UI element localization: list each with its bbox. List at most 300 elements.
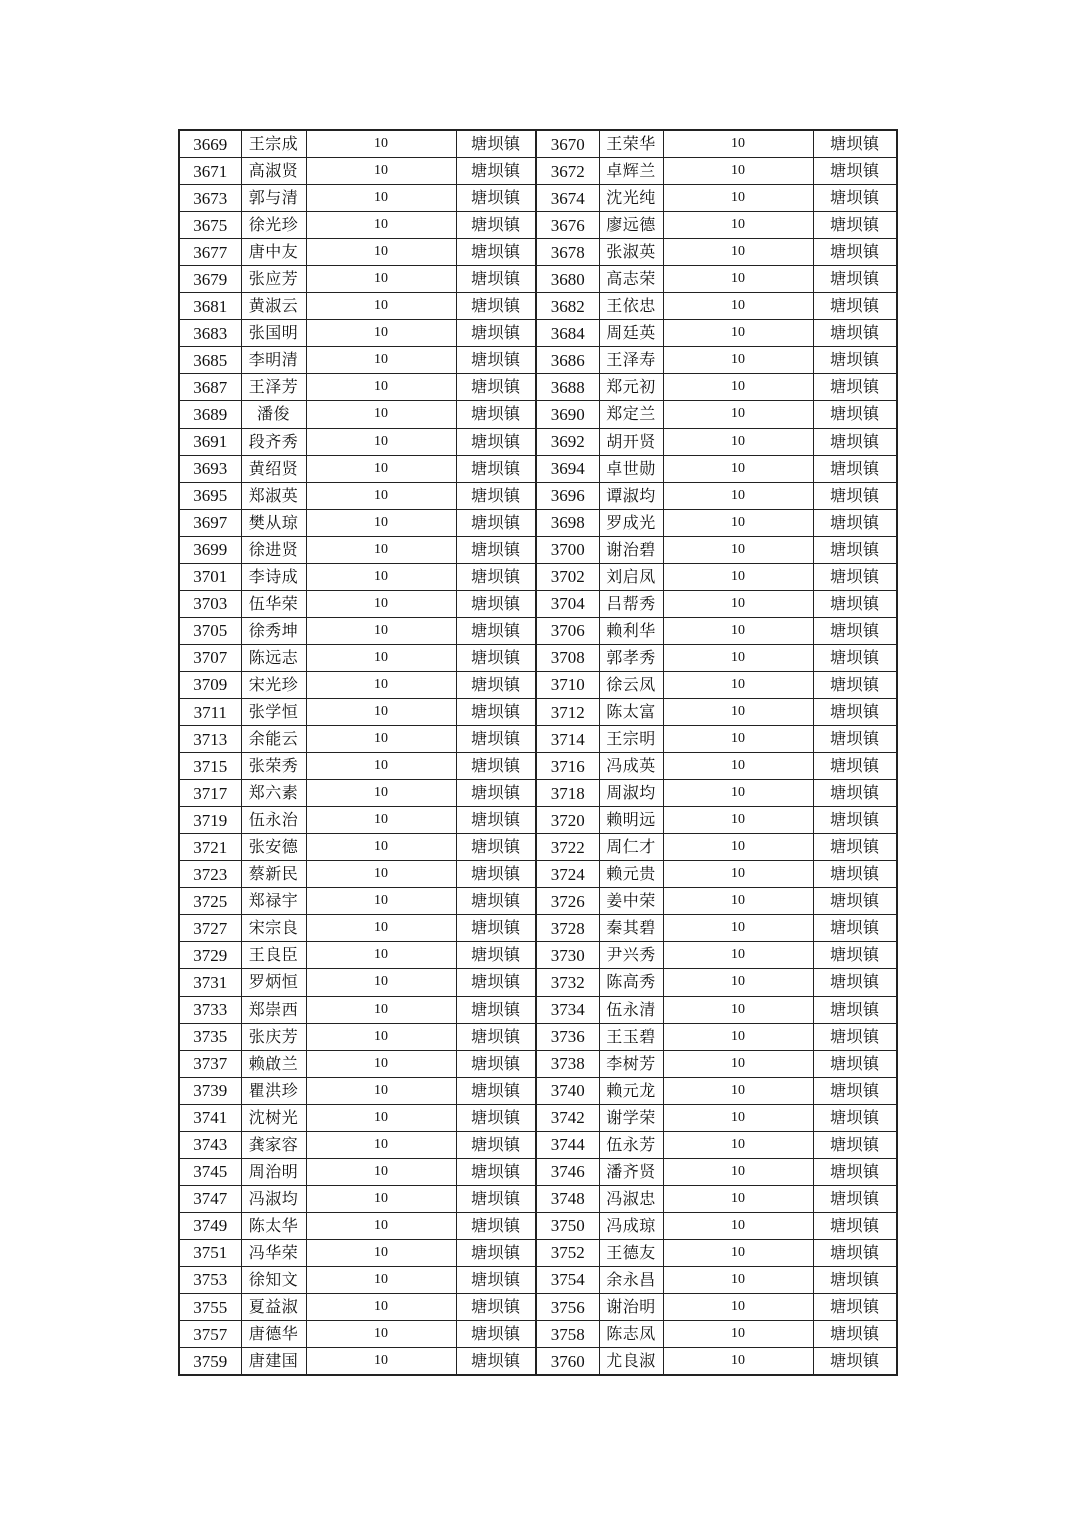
table-row <box>179 590 897 617</box>
table-row <box>179 158 897 185</box>
person-name-cell: 张应芳 <box>241 266 306 293</box>
township-cell: 塘坝镇 <box>456 347 536 374</box>
township-cell: 塘坝镇 <box>456 563 536 590</box>
person-name-cell: 陈志凤 <box>599 1321 663 1348</box>
amount-cell: 10 <box>306 590 456 617</box>
amount-cell: 10 <box>663 239 813 266</box>
record-id-cell: 3742 <box>536 1104 599 1131</box>
record-id-cell: 3689 <box>179 401 241 428</box>
township-cell: 塘坝镇 <box>813 293 897 320</box>
amount-cell: 10 <box>306 1321 456 1348</box>
record-id-cell: 3726 <box>536 888 599 915</box>
table-row <box>179 1077 897 1104</box>
township-cell: 塘坝镇 <box>813 401 897 428</box>
township-cell: 塘坝镇 <box>456 455 536 482</box>
record-id-cell: 3690 <box>536 401 599 428</box>
record-id-cell: 3708 <box>536 644 599 671</box>
person-name-cell: 赖元龙 <box>599 1077 663 1104</box>
township-cell: 塘坝镇 <box>813 1104 897 1131</box>
table-row <box>179 1185 897 1212</box>
table-row <box>179 428 897 455</box>
record-id-cell: 3692 <box>536 428 599 455</box>
person-name-cell: 唐建国 <box>241 1348 306 1376</box>
record-id-cell: 3700 <box>536 536 599 563</box>
amount-cell: 10 <box>306 158 456 185</box>
record-id-cell: 3721 <box>179 834 241 861</box>
roster-body <box>179 130 897 1375</box>
record-id-cell: 3725 <box>179 888 241 915</box>
person-name-cell: 秦其碧 <box>599 915 663 942</box>
record-id-cell: 3702 <box>536 563 599 590</box>
person-name-cell: 冯成英 <box>599 753 663 780</box>
record-id-cell: 3701 <box>179 563 241 590</box>
township-cell: 塘坝镇 <box>813 915 897 942</box>
person-name-cell: 郭孝秀 <box>599 644 663 671</box>
record-id-cell: 3696 <box>536 482 599 509</box>
township-cell: 塘坝镇 <box>813 320 897 347</box>
township-cell: 塘坝镇 <box>456 1050 536 1077</box>
township-cell: 塘坝镇 <box>456 320 536 347</box>
person-name-cell: 陈远志 <box>241 644 306 671</box>
person-name-cell: 王德友 <box>599 1239 663 1266</box>
person-name-cell: 王泽芳 <box>241 374 306 401</box>
record-id-cell: 3694 <box>536 455 599 482</box>
amount-cell: 10 <box>306 1131 456 1158</box>
amount-cell: 10 <box>306 1050 456 1077</box>
amount-cell: 10 <box>306 455 456 482</box>
township-cell: 塘坝镇 <box>456 590 536 617</box>
township-cell: 塘坝镇 <box>456 212 536 239</box>
person-name-cell: 王玉碧 <box>599 1023 663 1050</box>
amount-cell: 10 <box>663 1294 813 1321</box>
record-id-cell: 3757 <box>179 1321 241 1348</box>
township-cell: 塘坝镇 <box>813 1050 897 1077</box>
amount-cell: 10 <box>663 130 813 158</box>
amount-cell: 10 <box>306 1348 456 1376</box>
record-id-cell: 3714 <box>536 726 599 753</box>
amount-cell: 10 <box>306 563 456 590</box>
township-cell: 塘坝镇 <box>456 509 536 536</box>
township-cell: 塘坝镇 <box>456 401 536 428</box>
person-name-cell: 徐知文 <box>241 1266 306 1293</box>
person-name-cell: 赖元贵 <box>599 861 663 888</box>
amount-cell: 10 <box>306 915 456 942</box>
amount-cell: 10 <box>663 1185 813 1212</box>
amount-cell: 10 <box>663 455 813 482</box>
person-name-cell: 王荣华 <box>599 130 663 158</box>
person-name-cell: 伍永治 <box>241 807 306 834</box>
township-cell: 塘坝镇 <box>456 807 536 834</box>
township-cell: 塘坝镇 <box>456 698 536 725</box>
amount-cell: 10 <box>663 1104 813 1131</box>
amount-cell: 10 <box>663 942 813 969</box>
township-cell: 塘坝镇 <box>813 726 897 753</box>
record-id-cell: 3703 <box>179 590 241 617</box>
township-cell: 塘坝镇 <box>813 1077 897 1104</box>
amount-cell: 10 <box>306 969 456 996</box>
person-name-cell: 吕帮秀 <box>599 590 663 617</box>
table-row <box>179 1131 897 1158</box>
amount-cell: 10 <box>306 1212 456 1239</box>
record-id-cell: 3716 <box>536 753 599 780</box>
record-id-cell: 3755 <box>179 1294 241 1321</box>
township-cell: 塘坝镇 <box>813 455 897 482</box>
township-cell: 塘坝镇 <box>813 617 897 644</box>
person-name-cell: 谢学荣 <box>599 1104 663 1131</box>
record-id-cell: 3670 <box>536 130 599 158</box>
person-name-cell: 李树芳 <box>599 1050 663 1077</box>
person-name-cell: 冯华荣 <box>241 1239 306 1266</box>
record-id-cell: 3711 <box>179 698 241 725</box>
amount-cell: 10 <box>306 1158 456 1185</box>
township-cell: 塘坝镇 <box>813 753 897 780</box>
township-cell: 塘坝镇 <box>456 861 536 888</box>
amount-cell: 10 <box>306 239 456 266</box>
amount-cell: 10 <box>306 644 456 671</box>
person-name-cell: 张安德 <box>241 834 306 861</box>
record-id-cell: 3672 <box>536 158 599 185</box>
amount-cell: 10 <box>663 374 813 401</box>
person-name-cell: 郑元初 <box>599 374 663 401</box>
record-id-cell: 3744 <box>536 1131 599 1158</box>
record-id-cell: 3675 <box>179 212 241 239</box>
township-cell: 塘坝镇 <box>813 780 897 807</box>
township-cell: 塘坝镇 <box>813 1294 897 1321</box>
record-id-cell: 3712 <box>536 698 599 725</box>
amount-cell: 10 <box>663 753 813 780</box>
amount-cell: 10 <box>663 428 813 455</box>
table-row <box>179 726 897 753</box>
table-row <box>179 1050 897 1077</box>
amount-cell: 10 <box>663 1348 813 1376</box>
amount-cell: 10 <box>306 509 456 536</box>
person-name-cell: 周廷英 <box>599 320 663 347</box>
amount-cell: 10 <box>663 347 813 374</box>
record-id-cell: 3729 <box>179 942 241 969</box>
record-id-cell: 3746 <box>536 1158 599 1185</box>
record-id-cell: 3715 <box>179 753 241 780</box>
table-row <box>179 1023 897 1050</box>
amount-cell: 10 <box>306 726 456 753</box>
table-row <box>179 807 897 834</box>
person-name-cell: 樊从琼 <box>241 509 306 536</box>
person-name-cell: 张荣秀 <box>241 753 306 780</box>
table-row <box>179 644 897 671</box>
amount-cell: 10 <box>306 212 456 239</box>
amount-cell: 10 <box>663 1077 813 1104</box>
amount-cell: 10 <box>306 834 456 861</box>
township-cell: 塘坝镇 <box>456 834 536 861</box>
person-name-cell: 张庆芳 <box>241 1023 306 1050</box>
person-name-cell: 潘俊 <box>241 401 306 428</box>
amount-cell: 10 <box>663 888 813 915</box>
record-id-cell: 3738 <box>536 1050 599 1077</box>
person-name-cell: 姜中荣 <box>599 888 663 915</box>
record-id-cell: 3741 <box>179 1104 241 1131</box>
person-name-cell: 徐进贤 <box>241 536 306 563</box>
record-id-cell: 3758 <box>536 1321 599 1348</box>
record-id-cell: 3740 <box>536 1077 599 1104</box>
record-id-cell: 3697 <box>179 509 241 536</box>
record-id-cell: 3739 <box>179 1077 241 1104</box>
person-name-cell: 郑定兰 <box>599 401 663 428</box>
township-cell: 塘坝镇 <box>456 617 536 644</box>
person-name-cell: 龚家容 <box>241 1131 306 1158</box>
person-name-cell: 黄绍贤 <box>241 455 306 482</box>
table-row <box>179 239 897 266</box>
township-cell: 塘坝镇 <box>813 698 897 725</box>
amount-cell: 10 <box>663 915 813 942</box>
record-id-cell: 3752 <box>536 1239 599 1266</box>
record-id-cell: 3731 <box>179 969 241 996</box>
township-cell: 塘坝镇 <box>456 158 536 185</box>
person-name-cell: 宋光珍 <box>241 671 306 698</box>
amount-cell: 10 <box>663 1321 813 1348</box>
record-id-cell: 3674 <box>536 185 599 212</box>
record-id-cell: 3685 <box>179 347 241 374</box>
township-cell: 塘坝镇 <box>813 969 897 996</box>
township-cell: 塘坝镇 <box>456 1023 536 1050</box>
township-cell: 塘坝镇 <box>813 1158 897 1185</box>
township-cell: 塘坝镇 <box>456 644 536 671</box>
person-name-cell: 王良臣 <box>241 942 306 969</box>
roster-table <box>178 129 898 1376</box>
table-row <box>179 1348 897 1376</box>
record-id-cell: 3736 <box>536 1023 599 1050</box>
township-cell: 塘坝镇 <box>456 1321 536 1348</box>
amount-cell: 10 <box>306 266 456 293</box>
table-row <box>179 942 897 969</box>
township-cell: 塘坝镇 <box>456 185 536 212</box>
amount-cell: 10 <box>306 617 456 644</box>
record-id-cell: 3713 <box>179 726 241 753</box>
record-id-cell: 3698 <box>536 509 599 536</box>
person-name-cell: 廖远德 <box>599 212 663 239</box>
person-name-cell: 卓世勋 <box>599 455 663 482</box>
person-name-cell: 刘启凤 <box>599 563 663 590</box>
township-cell: 塘坝镇 <box>813 1321 897 1348</box>
amount-cell: 10 <box>306 130 456 158</box>
amount-cell: 10 <box>663 158 813 185</box>
record-id-cell: 3706 <box>536 617 599 644</box>
table-row <box>179 671 897 698</box>
person-name-cell: 冯成琼 <box>599 1212 663 1239</box>
amount-cell: 10 <box>663 861 813 888</box>
amount-cell: 10 <box>663 1023 813 1050</box>
table-row <box>179 753 897 780</box>
table-row <box>179 374 897 401</box>
amount-cell: 10 <box>306 401 456 428</box>
township-cell: 塘坝镇 <box>813 1239 897 1266</box>
record-id-cell: 3683 <box>179 320 241 347</box>
amount-cell: 10 <box>306 753 456 780</box>
person-name-cell: 郭与清 <box>241 185 306 212</box>
person-name-cell: 郑禄宇 <box>241 888 306 915</box>
record-id-cell: 3724 <box>536 861 599 888</box>
amount-cell: 10 <box>663 698 813 725</box>
person-name-cell: 张学恒 <box>241 698 306 725</box>
person-name-cell: 张淑英 <box>599 239 663 266</box>
township-cell: 塘坝镇 <box>813 942 897 969</box>
township-cell: 塘坝镇 <box>813 212 897 239</box>
person-name-cell: 谢治碧 <box>599 536 663 563</box>
table-row <box>179 320 897 347</box>
person-name-cell: 宋宗良 <box>241 915 306 942</box>
person-name-cell: 周仁才 <box>599 834 663 861</box>
township-cell: 塘坝镇 <box>813 158 897 185</box>
table-row <box>179 509 897 536</box>
record-id-cell: 3749 <box>179 1212 241 1239</box>
township-cell: 塘坝镇 <box>813 428 897 455</box>
record-id-cell: 3719 <box>179 807 241 834</box>
amount-cell: 10 <box>306 888 456 915</box>
amount-cell: 10 <box>306 1185 456 1212</box>
township-cell: 塘坝镇 <box>456 1294 536 1321</box>
township-cell: 塘坝镇 <box>813 185 897 212</box>
record-id-cell: 3699 <box>179 536 241 563</box>
amount-cell: 10 <box>663 726 813 753</box>
person-name-cell: 赖利华 <box>599 617 663 644</box>
record-id-cell: 3735 <box>179 1023 241 1050</box>
person-name-cell: 胡开贤 <box>599 428 663 455</box>
person-name-cell: 蔡新民 <box>241 861 306 888</box>
table-row <box>179 888 897 915</box>
amount-cell: 10 <box>663 320 813 347</box>
township-cell: 塘坝镇 <box>456 239 536 266</box>
record-id-cell: 3671 <box>179 158 241 185</box>
township-cell: 塘坝镇 <box>813 834 897 861</box>
person-name-cell: 陈太富 <box>599 698 663 725</box>
table-row <box>179 1158 897 1185</box>
amount-cell: 10 <box>306 807 456 834</box>
amount-cell: 10 <box>663 185 813 212</box>
person-name-cell: 陈高秀 <box>599 969 663 996</box>
record-id-cell: 3754 <box>536 1266 599 1293</box>
amount-cell: 10 <box>306 320 456 347</box>
record-id-cell: 3743 <box>179 1131 241 1158</box>
record-id-cell: 3669 <box>179 130 241 158</box>
township-cell: 塘坝镇 <box>813 1023 897 1050</box>
person-name-cell: 唐德华 <box>241 1321 306 1348</box>
record-id-cell: 3759 <box>179 1348 241 1376</box>
table-row <box>179 1266 897 1293</box>
township-cell: 塘坝镇 <box>813 347 897 374</box>
record-id-cell: 3682 <box>536 293 599 320</box>
township-cell: 塘坝镇 <box>456 536 536 563</box>
table-row <box>179 482 897 509</box>
township-cell: 塘坝镇 <box>456 671 536 698</box>
person-name-cell: 伍华荣 <box>241 590 306 617</box>
amount-cell: 10 <box>306 942 456 969</box>
record-id-cell: 3687 <box>179 374 241 401</box>
record-id-cell: 3710 <box>536 671 599 698</box>
township-cell: 塘坝镇 <box>456 969 536 996</box>
amount-cell: 10 <box>306 1104 456 1131</box>
person-name-cell: 徐秀坤 <box>241 617 306 644</box>
record-id-cell: 3705 <box>179 617 241 644</box>
amount-cell: 10 <box>306 1077 456 1104</box>
record-id-cell: 3747 <box>179 1185 241 1212</box>
table-row <box>179 780 897 807</box>
amount-cell: 10 <box>663 834 813 861</box>
township-cell: 塘坝镇 <box>813 239 897 266</box>
amount-cell: 10 <box>663 644 813 671</box>
township-cell: 塘坝镇 <box>813 671 897 698</box>
amount-cell: 10 <box>663 780 813 807</box>
record-id-cell: 3722 <box>536 834 599 861</box>
township-cell: 塘坝镇 <box>456 1239 536 1266</box>
amount-cell: 10 <box>306 482 456 509</box>
record-id-cell: 3732 <box>536 969 599 996</box>
record-id-cell: 3720 <box>536 807 599 834</box>
amount-cell: 10 <box>663 590 813 617</box>
table-row <box>179 185 897 212</box>
person-name-cell: 王宗明 <box>599 726 663 753</box>
table-row <box>179 130 897 158</box>
person-name-cell: 周淑均 <box>599 780 663 807</box>
amount-cell: 10 <box>306 1023 456 1050</box>
record-id-cell: 3760 <box>536 1348 599 1376</box>
person-name-cell: 伍永芳 <box>599 1131 663 1158</box>
amount-cell: 10 <box>306 347 456 374</box>
amount-cell: 10 <box>663 807 813 834</box>
person-name-cell: 李诗成 <box>241 563 306 590</box>
township-cell: 塘坝镇 <box>813 1185 897 1212</box>
amount-cell: 10 <box>306 996 456 1023</box>
township-cell: 塘坝镇 <box>456 293 536 320</box>
person-name-cell: 伍永清 <box>599 996 663 1023</box>
table-row <box>179 1212 897 1239</box>
record-id-cell: 3691 <box>179 428 241 455</box>
amount-cell: 10 <box>663 1131 813 1158</box>
person-name-cell: 夏益淑 <box>241 1294 306 1321</box>
amount-cell: 10 <box>663 1239 813 1266</box>
township-cell: 塘坝镇 <box>813 807 897 834</box>
record-id-cell: 3727 <box>179 915 241 942</box>
record-id-cell: 3677 <box>179 239 241 266</box>
amount-cell: 10 <box>306 428 456 455</box>
record-id-cell: 3737 <box>179 1050 241 1077</box>
table-row <box>179 915 897 942</box>
township-cell: 塘坝镇 <box>456 482 536 509</box>
amount-cell: 10 <box>663 1158 813 1185</box>
record-id-cell: 3750 <box>536 1212 599 1239</box>
person-name-cell: 瞿洪珍 <box>241 1077 306 1104</box>
table-row <box>179 861 897 888</box>
amount-cell: 10 <box>663 401 813 428</box>
person-name-cell: 罗成光 <box>599 509 663 536</box>
amount-cell: 10 <box>306 671 456 698</box>
person-name-cell: 唐中友 <box>241 239 306 266</box>
township-cell: 塘坝镇 <box>813 374 897 401</box>
table-row <box>179 617 897 644</box>
record-id-cell: 3707 <box>179 644 241 671</box>
township-cell: 塘坝镇 <box>456 428 536 455</box>
person-name-cell: 冯淑均 <box>241 1185 306 1212</box>
record-id-cell: 3718 <box>536 780 599 807</box>
person-name-cell: 罗炳恒 <box>241 969 306 996</box>
record-id-cell: 3753 <box>179 1266 241 1293</box>
township-cell: 塘坝镇 <box>456 130 536 158</box>
table-row <box>179 293 897 320</box>
township-cell: 塘坝镇 <box>456 726 536 753</box>
record-id-cell: 3695 <box>179 482 241 509</box>
record-id-cell: 3676 <box>536 212 599 239</box>
person-name-cell: 王宗成 <box>241 130 306 158</box>
amount-cell: 10 <box>663 482 813 509</box>
table-row <box>179 347 897 374</box>
amount-cell: 10 <box>663 1266 813 1293</box>
